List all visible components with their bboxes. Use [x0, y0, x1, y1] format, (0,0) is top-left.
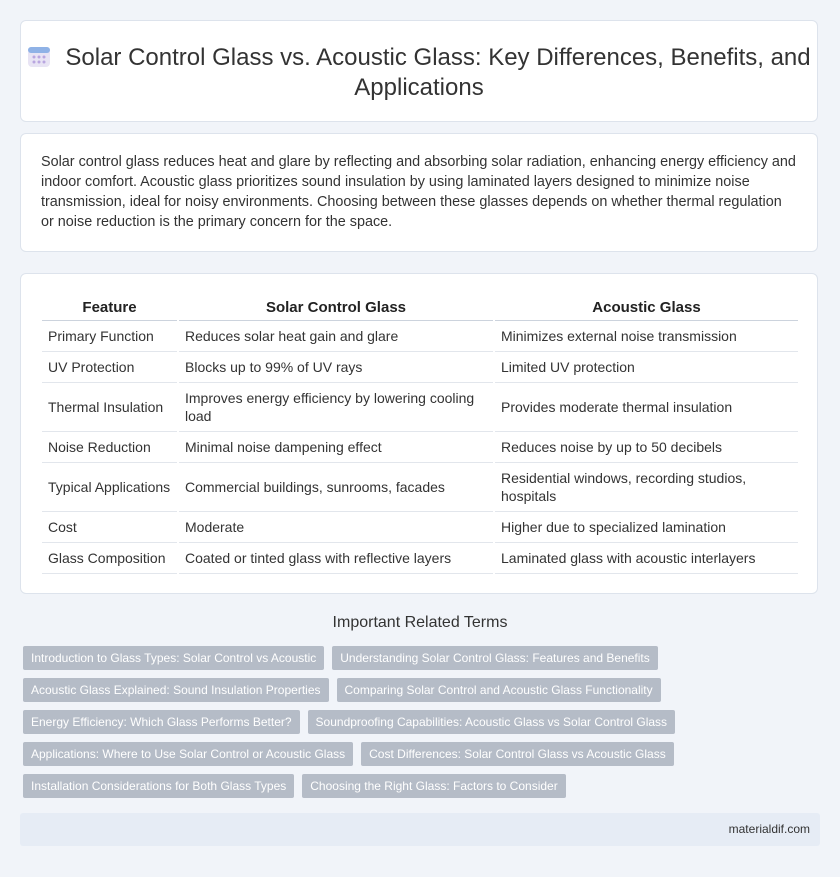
feature-cell: UV Protection: [42, 352, 178, 383]
related-term-link[interactable]: Energy Efficiency: Which Glass Performs Better?: [23, 710, 300, 734]
solar-control-cell: Moderate: [178, 512, 494, 543]
related-term-link[interactable]: Acoustic Glass Explained: Sound Insulation Properties: [23, 678, 329, 702]
related-term-link[interactable]: Installation Considerations for Both Glass Types: [23, 774, 294, 798]
related-term-link[interactable]: Applications: Where to Use Solar Control or Acoustic Glass: [23, 742, 353, 766]
table-row: [42, 383, 798, 432]
page-title-text: Solar Control Glass vs. Acoustic Glass: Key Differences, Benefits, and Applications: [65, 44, 811, 101]
feature-cell: Noise Reduction: [42, 432, 178, 463]
table-row: [42, 321, 798, 352]
column-header-acoustic: Acoustic Glass: [494, 296, 798, 321]
related-term-link[interactable]: Understanding Solar Control Glass: Features and Benefits: [332, 646, 658, 670]
intro-paragraph: Solar control glass reduces heat and glare by reflecting and absorbing solar radiation, enhancing energy efficiency and indoor comfort. Acoustic glass prioritizes sound insulation by using laminated layers designed to minimize noise transmission, ideal for noisy environments. Choosing between these glasses depends on whether thermal regulation or noise reduction is the primary concern for the space.: [41, 154, 796, 230]
related-terms-title: Important Related Terms: [332, 614, 508, 631]
related-term-link[interactable]: Choosing the Right Glass: Factors to Consider: [302, 774, 565, 798]
table-row: [42, 352, 798, 383]
solar-control-cell: Commercial buildings, sunrooms, facades: [178, 463, 494, 512]
related-term-link[interactable]: Soundproofing Capabilities: Acoustic Glass vs Solar Control Glass: [308, 710, 676, 734]
feature-cell: Primary Function: [42, 321, 178, 352]
acoustic-cell: Higher due to specialized lamination: [494, 512, 798, 543]
solar-control-cell: Minimal noise dampening effect: [178, 432, 494, 463]
acoustic-cell: Limited UV protection: [494, 352, 798, 383]
acoustic-cell: Minimizes external noise transmission: [494, 321, 798, 352]
feature-cell: Cost: [42, 512, 178, 543]
table-row: [42, 512, 798, 543]
page-title: [21, 43, 817, 103]
acoustic-cell: Reduces noise by up to 50 decibels: [494, 432, 798, 463]
related-term-link[interactable]: Comparing Solar Control and Acoustic Glass Functionality: [337, 678, 661, 702]
acoustic-cell: Laminated glass with acoustic interlayers: [494, 543, 798, 574]
related-terms-list: [23, 646, 683, 806]
feature-cell: Thermal Insulation: [42, 383, 178, 432]
related-term-link[interactable]: Introduction to Glass Types: Solar Control vs Acoustic: [23, 646, 324, 670]
comparison-table: [42, 296, 798, 574]
intro-card: [20, 133, 818, 252]
footer: [20, 813, 820, 846]
feature-cell: Glass Composition: [42, 543, 178, 574]
related-term-link[interactable]: Cost Differences: Solar Control Glass vs Acoustic Glass: [361, 742, 674, 766]
footer-site-name: materialdif.com: [728, 822, 810, 836]
comparison-table-card: [20, 273, 818, 594]
column-header-feature: Feature: [42, 296, 178, 321]
solar-control-cell: Coated or tinted glass with reflective layers: [178, 543, 494, 574]
table-header-row: [42, 296, 798, 321]
table-row: [42, 432, 798, 463]
column-header-solar-control: Solar Control Glass: [178, 296, 494, 321]
feature-cell: Typical Applications: [42, 463, 178, 512]
solar-control-cell: Improves energy efficiency by lowering cooling load: [178, 383, 494, 432]
table-row: [42, 543, 798, 574]
table-row: [42, 463, 798, 512]
acoustic-cell: Residential windows, recording studios, hospitals: [494, 463, 798, 512]
acoustic-cell: Provides moderate thermal insulation: [494, 383, 798, 432]
solar-control-cell: Blocks up to 99% of UV rays: [178, 352, 494, 383]
header-card: [20, 20, 818, 122]
calendar-icon: [27, 44, 51, 68]
solar-control-cell: Reduces solar heat gain and glare: [178, 321, 494, 352]
